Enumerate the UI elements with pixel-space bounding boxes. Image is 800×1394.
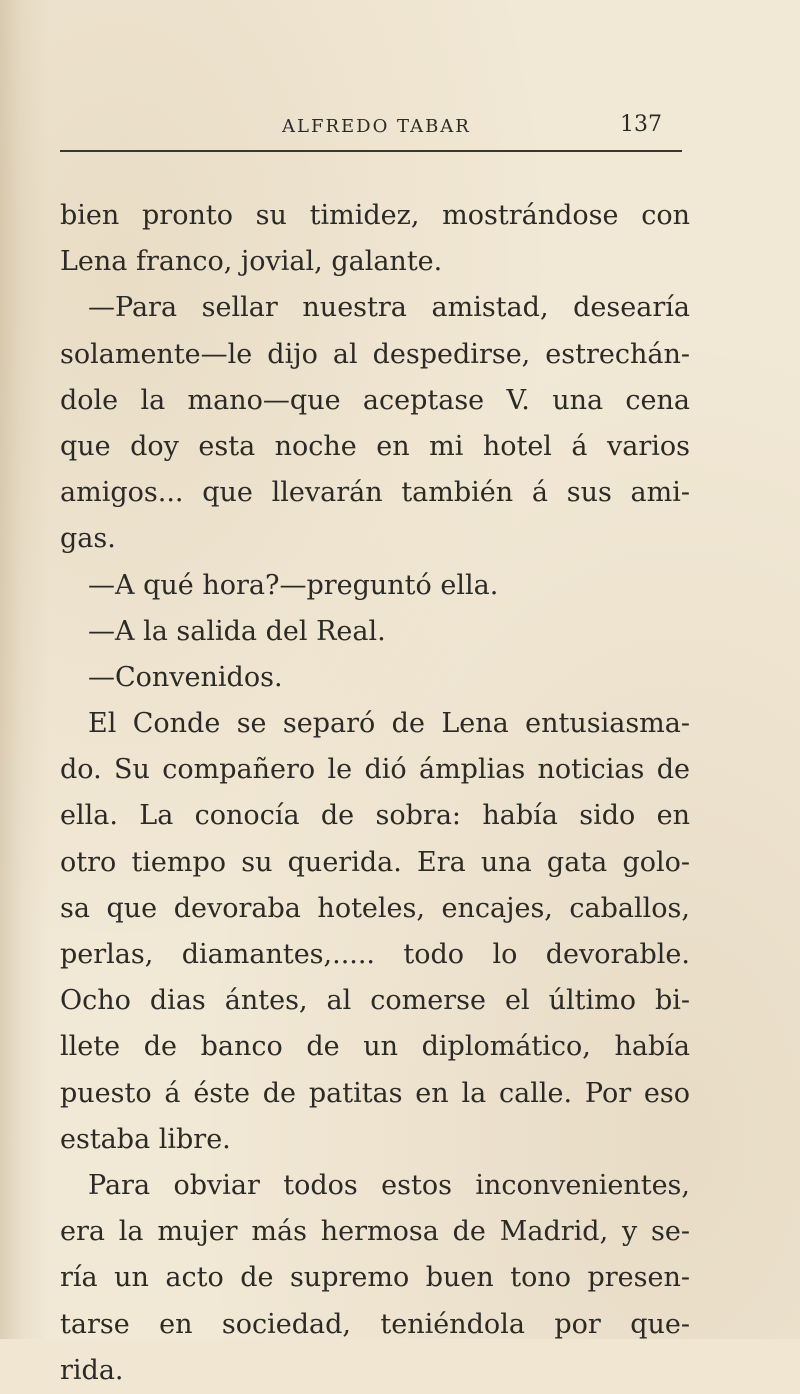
text-line: Para obviar todos estos inconvenientes, [88, 1169, 690, 1201]
header-rule [60, 150, 682, 152]
running-title: ALFREDO TABAR [282, 116, 471, 137]
text-line: llete de banco de un diplomático, había [60, 1031, 690, 1063]
text-line: bien pronto su timidez, mostrándose con [60, 200, 690, 231]
page-header [60, 112, 682, 156]
text-line: El Conde se separó de Lena entusiasma- [88, 708, 690, 740]
text-line: do. Su compañero le dió ámplias noticias de [60, 754, 690, 786]
text-line: —Para sellar nuestra amistad, desearía [88, 292, 690, 324]
page-number: 137 [620, 112, 662, 137]
text-line: rida. [60, 1354, 124, 1386]
body-text [60, 193, 690, 1394]
text-line: tarse en sociedad, teniéndola por que- [60, 1308, 690, 1340]
text-line: otro tiempo su querida. Era una gata golo- [60, 846, 690, 878]
text-line: perlas, diamantes,..... todo lo devorable. [60, 939, 690, 970]
text-line: que doy esta noche en mi hotel á varios [60, 430, 690, 462]
text-line: gas. [60, 523, 116, 555]
text-line: estaba libre. [60, 1123, 231, 1155]
text-line: amigos... que llevarán también á sus ami- [60, 477, 690, 509]
text-line: Lena franco, jovial, galante. [60, 246, 443, 278]
text-line: puesto á éste de patitas en la calle. Por eso [60, 1077, 690, 1109]
text-line: solamente—le dijo al despedirse, estrechán- [60, 338, 690, 370]
text-line: ría un acto de supremo buen tono presen- [60, 1262, 690, 1294]
text-line: dole la mano—que aceptase V. una cena [60, 384, 690, 416]
text-line: era la mujer más hermosa de Madrid, y se- [60, 1216, 690, 1248]
text-line: ella. La conocía de sobra: había sido en [60, 800, 690, 832]
text-line: sa que devoraba hoteles, encajes, caballos, [60, 892, 690, 924]
text-line: Ocho dias ántes, al comerse el último bi- [60, 985, 690, 1017]
text-line: —Convenidos. [88, 661, 283, 693]
text-line: —A qué hora?—preguntó ella. [88, 569, 499, 601]
text-line: —A la salida del Real. [88, 615, 386, 647]
